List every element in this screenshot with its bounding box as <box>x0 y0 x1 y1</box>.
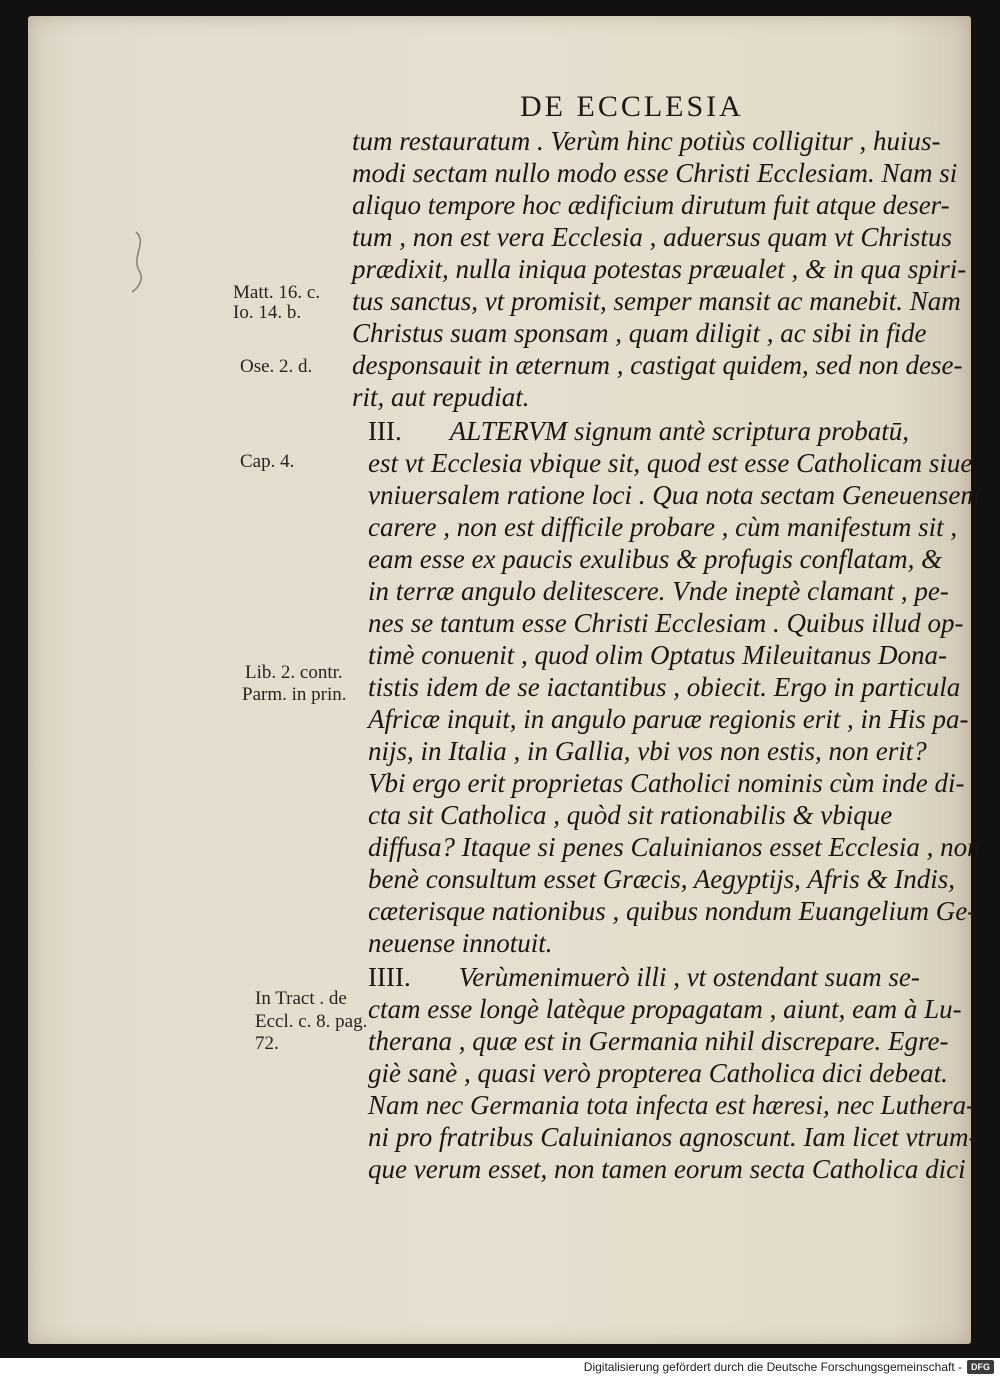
text-line: ni pro fratribus Caluinianos agnoscunt. Iam licet vtrum- <box>368 1122 978 1152</box>
text-line: in terræ angulo delitescere. Vnde ineptè clamant , pe- <box>368 576 949 606</box>
text-line: therana , quæ est in Germania nihil discrepare. Egre- <box>368 1026 949 1056</box>
pencil-mark-icon <box>118 228 158 298</box>
text-line: neuense innotuit. <box>368 928 553 958</box>
text-line: carere , non est difficile probare , cùm manifestum sit , <box>368 512 958 542</box>
text-line: Christus suam sponsam , quam diligit , ac sibi in fide <box>352 318 927 348</box>
text-line: Africæ inquit, in angulo paruæ regionis erit , in His pa- <box>368 704 969 734</box>
text-line: tum , non est vera Ecclesia , aduersus quam vt Christus <box>352 222 952 252</box>
text-line: cæterisque nationibus , quibus nondum Euangelium Ge- <box>368 896 977 926</box>
text-line: tistis idem de se iactantibus , obiecit. Ergo in particula <box>368 672 961 702</box>
text-line: est vt Ecclesia vbique sit, quod est esse Catholicam siue <box>368 448 973 478</box>
margin-note-tract: In Tract . de <box>255 988 347 1009</box>
text-line: Vbi ergo erit proprietas Catholici nominis cùm inde di- <box>368 768 965 798</box>
text-line: aliquo tempore hoc ædificium dirutum fuit atque deser- <box>352 190 950 220</box>
text-line: prædixit, nulla iniqua potestas præualet , & in qua spiri- <box>352 254 967 284</box>
dfg-logo: DFG <box>967 1360 994 1374</box>
text-line: nes se tantum esse Christi Ecclesiam . Quibus illud op- <box>368 608 964 638</box>
text-line: nijs, in Italia , in Gallia, vbi vos non estis, non erit? <box>368 736 927 766</box>
text-line: ALTERVM signum antè scriptura probatū, <box>449 416 909 446</box>
text-line: modi sectam nullo modo esse Christi Ecclesiam. Nam si <box>352 158 958 188</box>
section-number: IIII. <box>368 962 411 992</box>
text-line: ctam esse longè latèque propagatam , aiunt, eam à Lu- <box>368 994 962 1024</box>
section-number: III. <box>368 416 402 446</box>
section-line <box>368 418 909 445</box>
margin-note-ose: Ose. 2. d. <box>240 356 313 377</box>
text-line: tum restauratum . Verùm hinc potiùs colligitur , huius- <box>352 126 941 156</box>
text-line: vniuersalem ratione loci . Qua nota sectam Geneuensem <box>368 480 980 510</box>
text-line: cta sit Catholica , quòd sit rationabilis & vbique <box>368 800 893 830</box>
footer-bar <box>0 1358 1000 1377</box>
margin-note-io: Io. 14. b. <box>233 302 302 323</box>
margin-note-eccl: Eccl. c. 8. pag. <box>255 1011 368 1032</box>
margin-note-lib: Lib. 2. contr. <box>245 662 343 683</box>
margin-note-matt: Matt. 16. c. <box>233 282 321 303</box>
text-line: Verùmenimuerò illi , vt ostendant suam se- <box>458 962 920 992</box>
margin-note-page: 72. <box>255 1033 279 1054</box>
margin-note-cap: Cap. 4. <box>240 451 295 472</box>
text-line: diffusa? Itaque si penes Caluinianos esset Ecclesia , non <box>368 832 981 862</box>
text-line: timè conuenit , quod olim Optatus Mileuitanus Dona- <box>368 640 947 670</box>
text-line: rit, aut repudiat. <box>352 382 530 412</box>
margin-note-parm: Parm. in prin. <box>242 684 347 705</box>
text-line: eam esse ex paucis exulibus & profugis conflatam, & <box>368 544 943 574</box>
text-line: benè consultum esset Græcis, Aegyptijs, Afris & Indis, <box>368 864 955 894</box>
footer-credit: Digitalisierung gefördert durch die Deutsche Forschungsgemeinschaft - <box>583 1360 962 1374</box>
text-line: giè sanè , quasi verò propterea Catholica dici debeat. <box>368 1058 948 1088</box>
text-line: tus sanctus, vt promisit, semper mansit ac manebit. Nam <box>352 286 961 316</box>
text-line: desponsauit in æternum , castigat quidem, sed non dese- <box>352 350 963 380</box>
text-line: que verum esset, non tamen eorum secta Catholica dici <box>368 1154 966 1184</box>
section-line <box>368 964 920 991</box>
running-head: DE ECCLESIA <box>520 90 744 123</box>
text-line: Nam nec Germania tota infecta est hæresi, nec Luthera- <box>368 1090 976 1120</box>
